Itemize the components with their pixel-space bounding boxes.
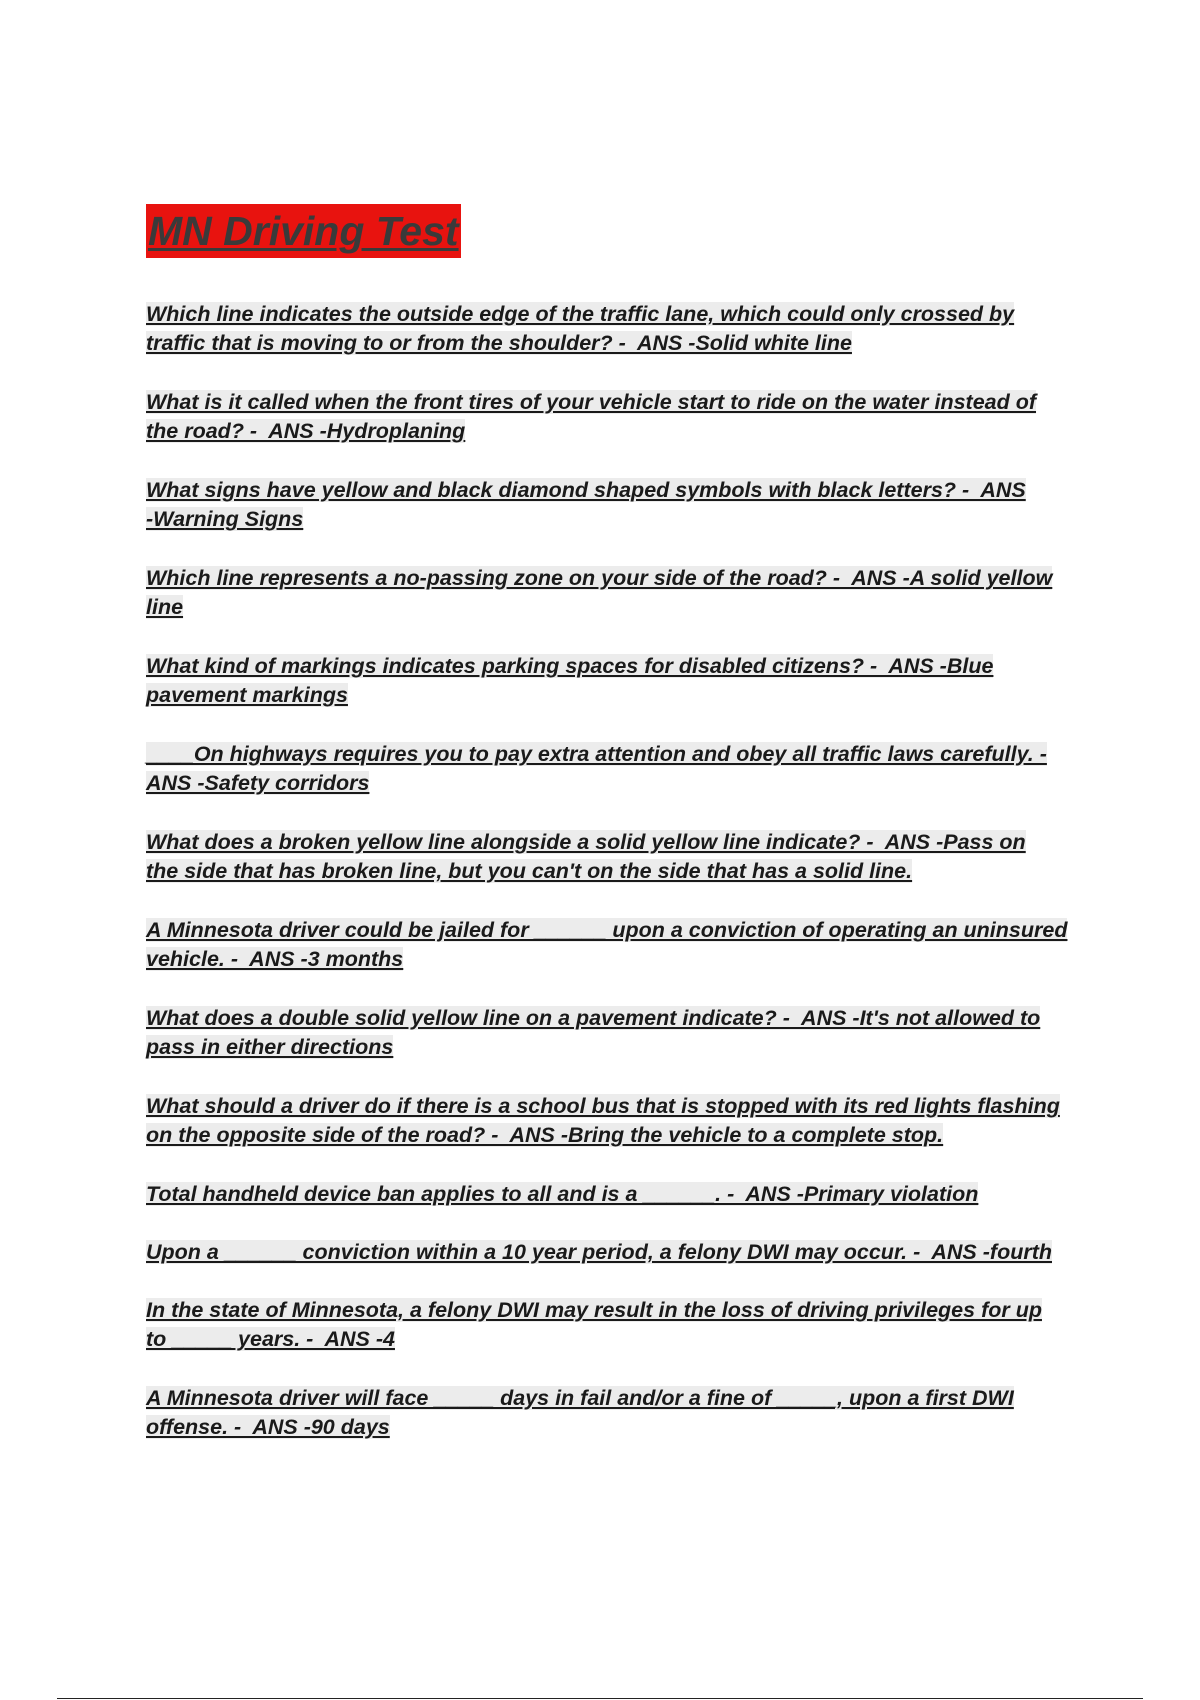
qa-line: What does a broken yellow line alongside a solid yellow line indicate? - ANS -Pass on bbox=[146, 830, 1026, 854]
qa-line: Which line represents a no-passing zone on your side of the road? - ANS -A solid yellow bbox=[146, 566, 1053, 590]
qa-line: What signs have yellow and black diamond shaped symbols with black letters? - ANS bbox=[146, 478, 1026, 502]
qa-line: traffic that is moving to or from the shoulder? - ANS -Solid white line bbox=[146, 331, 852, 355]
footer-divider bbox=[57, 1698, 1143, 1699]
qa-item bbox=[146, 1384, 1096, 1442]
qa-item bbox=[146, 1004, 1096, 1062]
qa-item bbox=[146, 828, 1096, 886]
qa-line: the side that has broken line, but you can't on the side that has a solid line. bbox=[146, 859, 913, 883]
qa-item bbox=[146, 916, 1096, 974]
qa-line: ____On highways requires you to pay extra attention and obey all traffic laws carefully. - bbox=[146, 742, 1047, 766]
qa-line: offense. - ANS -90 days bbox=[146, 1415, 390, 1439]
qa-line: A Minnesota driver could be jailed for ______ upon a conviction of operating an uninsured bbox=[146, 918, 1068, 942]
qa-line: the road? - ANS -Hydroplaning bbox=[146, 419, 466, 443]
qa-item bbox=[146, 740, 1096, 798]
qa-line: pavement markings bbox=[146, 683, 348, 707]
qa-line: -Warning Signs bbox=[146, 507, 304, 531]
document-title: MN Driving Test bbox=[146, 204, 461, 258]
qa-item bbox=[146, 652, 1096, 710]
qa-item bbox=[146, 300, 1096, 358]
qa-line: In the state of Minnesota, a felony DWI may result in the loss of driving privileges for up bbox=[146, 1298, 1042, 1322]
qa-item bbox=[146, 476, 1096, 534]
qa-item bbox=[146, 564, 1096, 622]
qa-line: line bbox=[146, 595, 184, 619]
qa-line: A Minnesota driver will face _____ days in fail and/or a fine of _____, upon a first DWI bbox=[146, 1386, 1014, 1410]
qa-line: Total handheld device ban applies to all and is a ______. - ANS -Primary violation bbox=[146, 1182, 979, 1206]
qa-item bbox=[146, 1180, 1096, 1209]
qa-line: vehicle. - ANS -3 months bbox=[146, 947, 404, 971]
qa-line: ANS -Safety corridors bbox=[146, 771, 370, 795]
qa-line: What kind of markings indicates parking spaces for disabled citizens? - ANS -Blue bbox=[146, 654, 994, 678]
qa-line: pass in either directions bbox=[146, 1035, 394, 1059]
qa-line: Upon a ______ conviction within a 10 year period, a felony DWI may occur. - ANS -fourth bbox=[146, 1240, 1052, 1264]
qa-line: on the opposite side of the road? - ANS -Bring the vehicle to a complete stop. bbox=[146, 1123, 944, 1147]
qa-item bbox=[146, 1238, 1096, 1267]
qa-line: to _____ years. - ANS -4 bbox=[146, 1327, 395, 1351]
qa-item bbox=[146, 1296, 1096, 1354]
qa-line: Which line indicates the outside edge of the traffic lane, which could only crossed by bbox=[146, 302, 1015, 326]
qa-item bbox=[146, 1092, 1096, 1150]
qa-line: What is it called when the front tires of your vehicle start to ride on the water instead of bbox=[146, 390, 1037, 414]
qa-line: What does a double solid yellow line on a pavement indicate? - ANS -It's not allowed to bbox=[146, 1006, 1041, 1030]
qa-item bbox=[146, 388, 1096, 446]
qa-line: What should a driver do if there is a school bus that is stopped with its red lights flashing bbox=[146, 1094, 1060, 1118]
